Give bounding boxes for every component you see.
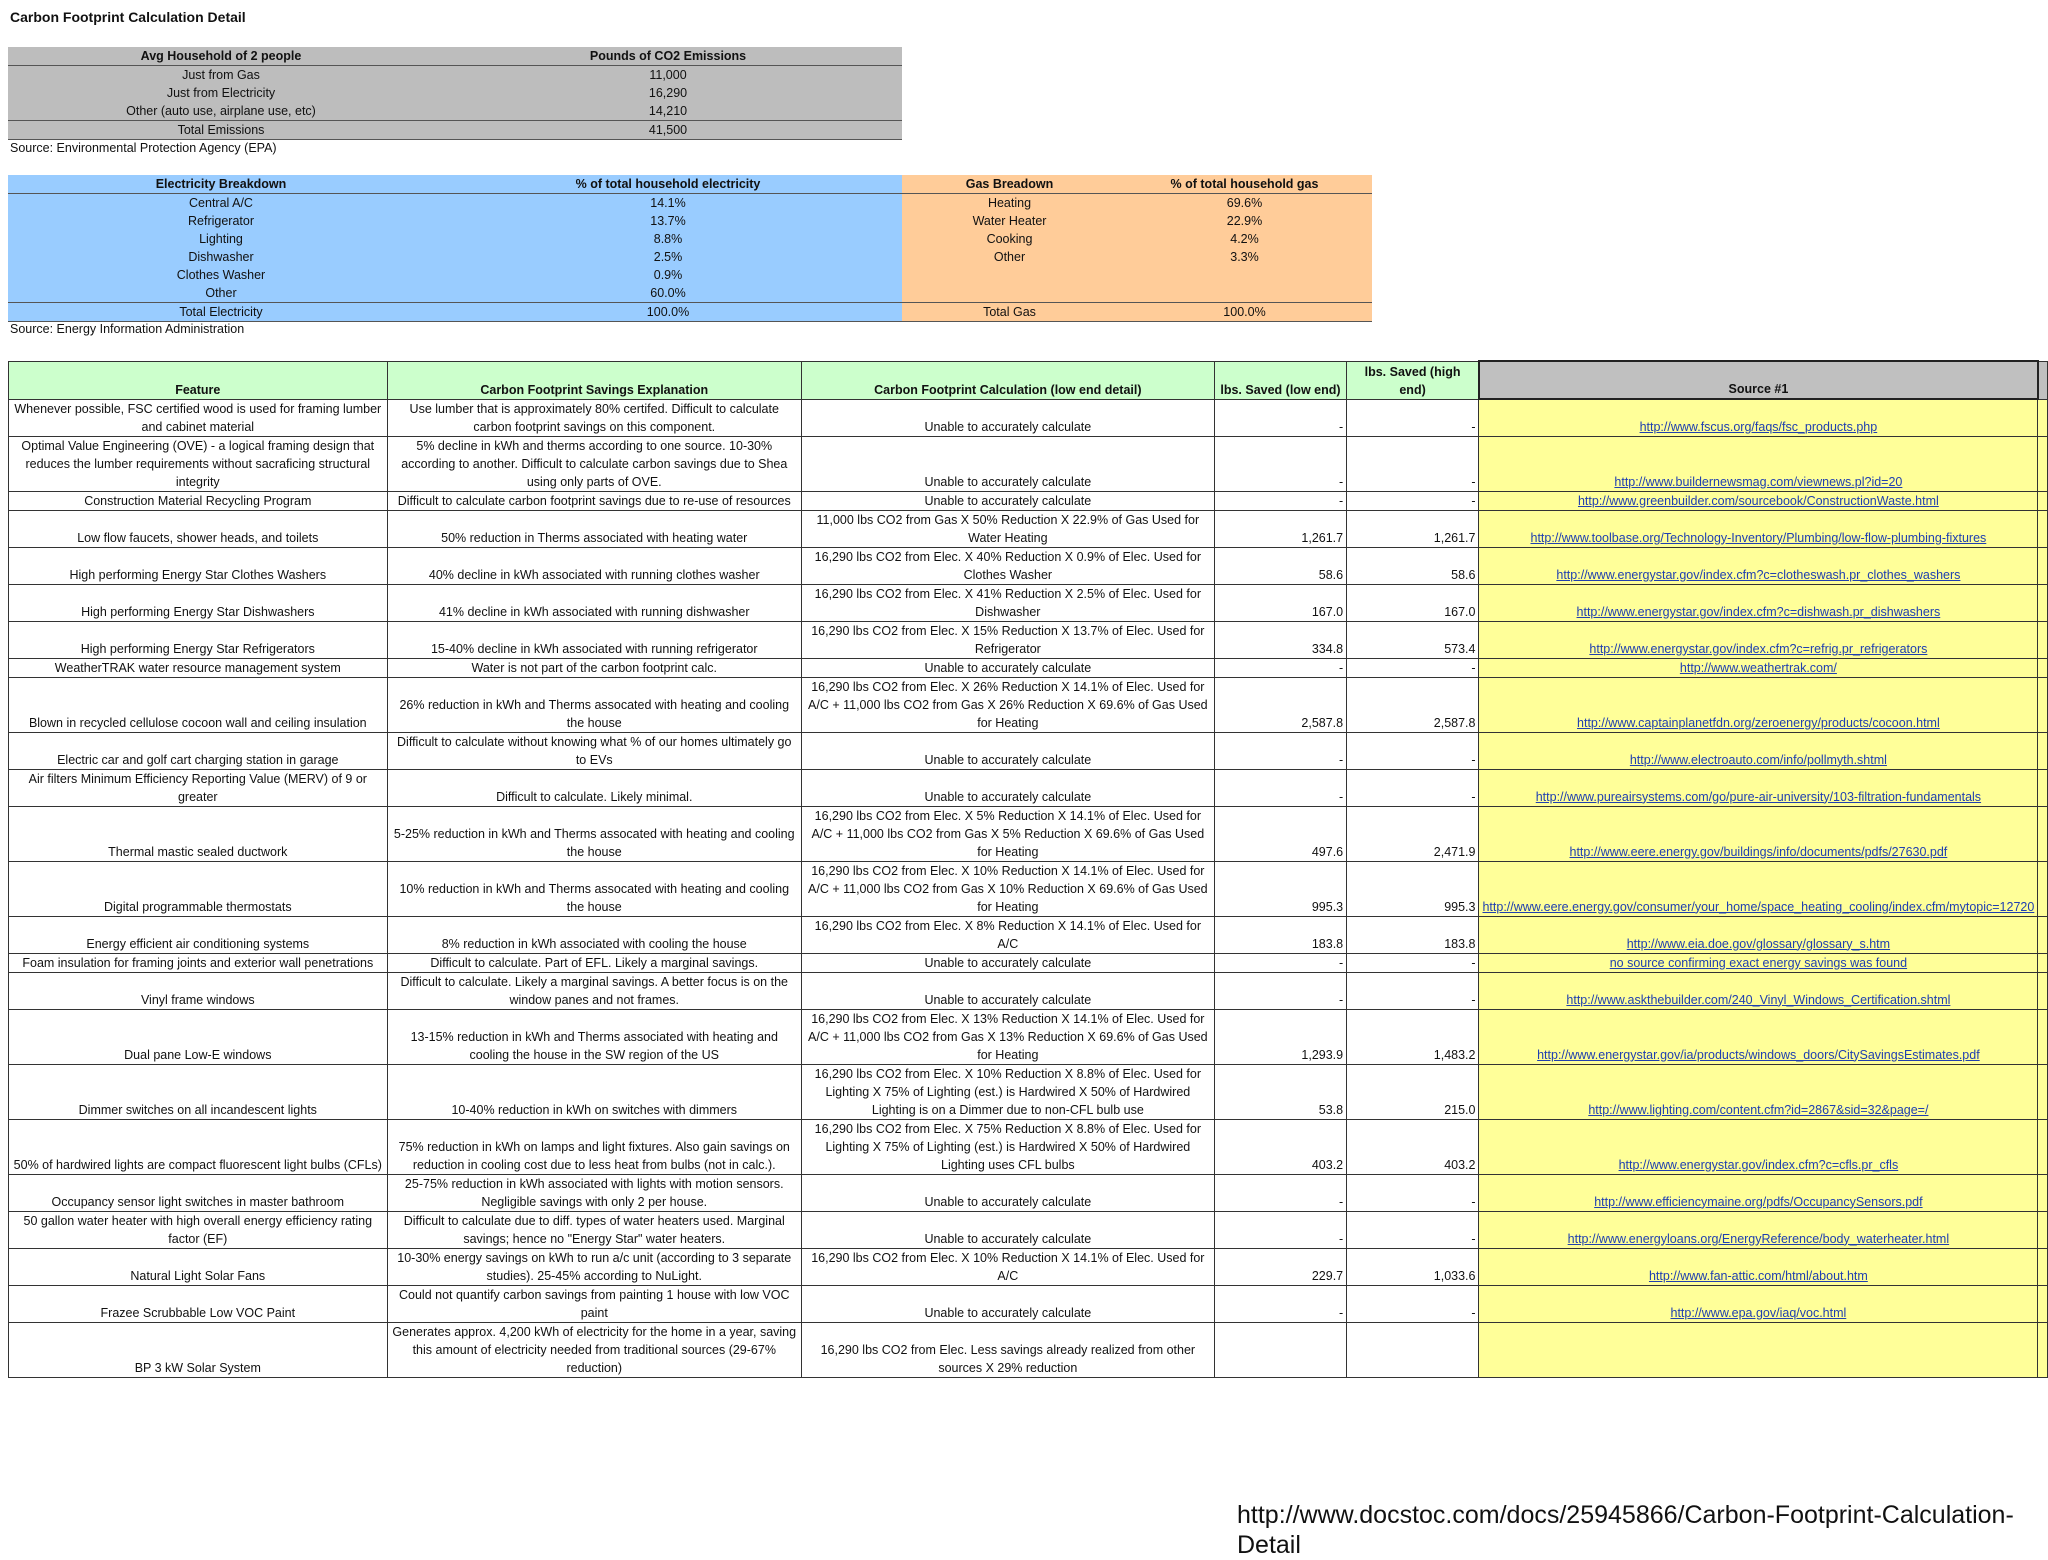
high-end-cell: 2,471.9 <box>1347 806 1479 861</box>
gas-item-value: 69.6% <box>1117 194 1372 213</box>
source-link-cell[interactable]: http://www.epa.gov/iaq/voc.html <box>1479 1285 2038 1322</box>
column-edge <box>2038 916 2048 953</box>
column-edge <box>2038 1211 2048 1248</box>
source-link-cell[interactable]: http://www.energystar.gov/index.cfm?c=refrig.pr_refrigerators <box>1479 621 2038 658</box>
feature-cell: WeatherTRAK water resource management system <box>9 658 388 677</box>
calculation-cell: Unable to accurately calculate <box>801 732 1214 769</box>
calculation-cell: 16,290 lbs CO2 from Elec. X 41% Reduction X 2.5% of Elec. Used for Dishwasher <box>801 584 1214 621</box>
feature-row <box>9 916 2048 953</box>
explanation-cell: 10-30% energy savings on kWh to run a/c unit (according to 3 separate studies). 25-45% according to NuLight. <box>387 1248 801 1285</box>
feature-row <box>9 732 2048 769</box>
source-link-cell[interactable]: http://www.energystar.gov/ia/products/windows_doors/CitySavingsEstimates.pdf <box>1479 1009 2038 1064</box>
source-link-cell[interactable]: http://www.energystar.gov/index.cfm?c=cfls.pr_cfls <box>1479 1119 2038 1174</box>
high-end-cell: - <box>1347 658 1479 677</box>
calculation-cell: 16,290 lbs CO2 from Elec. X 10% Reduction X 14.1% of Elec. Used for A/C + 11,000 lbs CO2 from Gas X 10% Reduction X 69.6% of Gas Used for Heating <box>801 861 1214 916</box>
high-end-cell: 573.4 <box>1347 621 1479 658</box>
feature-cell: Dual pane Low-E windows <box>9 1009 388 1064</box>
low-end-cell: 995.3 <box>1214 861 1346 916</box>
household-header-row <box>8 47 902 66</box>
source-link-cell: no source confirming exact energy savings was found <box>1479 953 2038 972</box>
breakdown-total-row <box>8 303 1372 322</box>
feature-cell: Occupancy sensor light switches in master bathroom <box>9 1174 388 1211</box>
explanation-cell: 10% reduction in kWh and Therms assocated with heating and cooling the house <box>387 861 801 916</box>
high-end-cell: 58.6 <box>1347 547 1479 584</box>
source-link-cell[interactable]: http://www.eere.energy.gov/consumer/your_home/space_heating_cooling/index.cfm/mytopic=12720 <box>1479 861 2038 916</box>
feature-row <box>9 806 2048 861</box>
feature-cell: High performing Energy Star Refrigerators <box>9 621 388 658</box>
household-header-label: Avg Household of 2 people <box>8 47 434 66</box>
explanation-cell: 8% reduction in kWh associated with cooling the house <box>387 916 801 953</box>
high-end-cell: 2,587.8 <box>1347 677 1479 732</box>
explanation-cell: Difficult to calculate without knowing what % of our homes ultimately go to EVs <box>387 732 801 769</box>
feature-cell: High performing Energy Star Clothes Washers <box>9 547 388 584</box>
explanation-cell: Difficult to calculate carbon footprint savings due to re-use of resources <box>387 491 801 510</box>
column-edge <box>2038 1322 2048 1377</box>
source-link-cell[interactable]: http://www.pureairsystems.com/go/pure-air-university/103-filtration-fundamentals <box>1479 769 2038 806</box>
source-link-cell[interactable]: http://www.fscus.org/faqs/fsc_products.php <box>1479 399 2038 436</box>
breakdown-row <box>8 266 1372 284</box>
electricity-item-value: 14.1% <box>434 194 902 213</box>
column-edge <box>2038 1285 2048 1322</box>
column-edge <box>2038 621 2048 658</box>
explanation-cell: 10-40% reduction in kWh on switches with dimmers <box>387 1064 801 1119</box>
feature-row <box>9 1174 2048 1211</box>
feature-row <box>9 436 2048 491</box>
low-end-header: lbs. Saved (low end) <box>1214 361 1346 399</box>
source-link-cell[interactable]: http://www.energystar.gov/index.cfm?c=dishwash.pr_dishwashers <box>1479 584 2038 621</box>
column-edge <box>2038 1248 2048 1285</box>
feature-cell: 50% of hardwired lights are compact fluorescent light bulbs (CFLs) <box>9 1119 388 1174</box>
household-row-label: Just from Electricity <box>8 84 434 102</box>
source-link-cell[interactable]: http://www.captainplanetfdn.org/zeroenergy/products/cocoon.html <box>1479 677 2038 732</box>
calculation-cell: Unable to accurately calculate <box>801 491 1214 510</box>
calculation-cell: 11,000 lbs CO2 from Gas X 50% Reduction X 22.9% of Gas Used for Water Heating <box>801 510 1214 547</box>
calculation-cell: Unable to accurately calculate <box>801 972 1214 1009</box>
high-end-cell: 183.8 <box>1347 916 1479 953</box>
column-edge <box>2038 677 2048 732</box>
explanation-cell: Generates approx. 4,200 kWh of electricity for the home in a year, saving this amount of electricity needed from traditional sources (29-67% reduction) <box>387 1322 801 1377</box>
gas-item-value <box>1117 284 1372 303</box>
electricity-item-value: 60.0% <box>434 284 902 303</box>
column-edge <box>2038 769 2048 806</box>
electricity-item-label: Dishwasher <box>8 248 434 266</box>
high-end-cell: - <box>1347 399 1479 436</box>
column-edge <box>2038 399 2048 436</box>
calculation-cell: 16,290 lbs CO2 from Elec. X 13% Reduction X 14.1% of Elec. Used for A/C + 11,000 lbs CO2 from Gas X 13% Reduction X 69.6% of Gas Used for Heating <box>801 1009 1214 1064</box>
gas-item-label: Cooking <box>902 230 1117 248</box>
source-link-cell[interactable]: http://www.energyloans.org/EnergyReference/body_waterheater.html <box>1479 1211 2038 1248</box>
high-end-cell: - <box>1347 436 1479 491</box>
feature-row <box>9 1285 2048 1322</box>
low-end-cell: 1,293.9 <box>1214 1009 1346 1064</box>
household-row <box>8 66 902 85</box>
source-link-cell[interactable]: http://www.lighting.com/content.cfm?id=2867&sid=32&page=/ <box>1479 1064 2038 1119</box>
explanation-cell: 13-15% reduction in kWh and Therms associated with heating and cooling the house in the SW region of the US <box>387 1009 801 1064</box>
source-link-cell <box>1479 1322 2038 1377</box>
explanation-cell: 26% reduction in kWh and Therms assocated with heating and cooling the house <box>387 677 801 732</box>
feature-cell: BP 3 kW Solar System <box>9 1322 388 1377</box>
column-edge <box>2038 1009 2048 1064</box>
low-end-cell: 53.8 <box>1214 1064 1346 1119</box>
source-link-cell[interactable]: http://www.efficiencymaine.org/pdfs/OccupancySensors.pdf <box>1479 1174 2038 1211</box>
calculation-cell: 16,290 lbs CO2 from Elec. X 5% Reduction X 14.1% of Elec. Used for A/C + 11,000 lbs CO2 from Gas X 5% Reduction X 69.6% of Gas Used for Heating <box>801 806 1214 861</box>
explanation-cell: Water is not part of the carbon footprint calc. <box>387 658 801 677</box>
low-end-cell: - <box>1214 953 1346 972</box>
source-link-cell[interactable]: http://www.buildernewsmag.com/viewnews.pl?id=20 <box>1479 436 2038 491</box>
feature-cell: Foam insulation for framing joints and exterior wall penetrations <box>9 953 388 972</box>
feature-row <box>9 510 2048 547</box>
feature-cell: Air filters Minimum Efficiency Reporting Value (MERV) of 9 or greater <box>9 769 388 806</box>
feature-cell: Energy efficient air conditioning systems <box>9 916 388 953</box>
gas-item-value: 22.9% <box>1117 212 1372 230</box>
high-end-cell: 403.2 <box>1347 1119 1479 1174</box>
household-header-value: Pounds of CO2 Emissions <box>434 47 902 66</box>
breakdown-row <box>8 284 1372 303</box>
eia-source-note: Source: Energy Information Administration <box>10 322 245 336</box>
feature-header: Feature <box>9 361 388 399</box>
high-end-cell: 1,261.7 <box>1347 510 1479 547</box>
feature-row <box>9 677 2048 732</box>
explanation-cell: Difficult to calculate. Likely a marginal savings. A better focus is on the window panes and not frames. <box>387 972 801 1009</box>
explanation-cell: 5-25% reduction in kWh and Therms assocated with heating and cooling the house <box>387 806 801 861</box>
gas-item-label <box>902 284 1117 303</box>
column-edge <box>2038 547 2048 584</box>
feature-row <box>9 953 2048 972</box>
high-end-cell: - <box>1347 769 1479 806</box>
feature-row <box>9 491 2048 510</box>
column-edge <box>2038 1119 2048 1174</box>
explanation-cell: 41% decline in kWh associated with running dishwasher <box>387 584 801 621</box>
low-end-cell: - <box>1214 658 1346 677</box>
high-end-cell: - <box>1347 1174 1479 1211</box>
feature-cell: Electric car and golf cart charging station in garage <box>9 732 388 769</box>
household-row-value: 11,000 <box>434 66 902 85</box>
source-link-cell[interactable]: http://www.toolbase.org/Technology-Inventory/Plumbing/low-flow-plumbing-fixtures <box>1479 510 2038 547</box>
low-end-cell: 2,587.8 <box>1214 677 1346 732</box>
high-end-cell: 1,033.6 <box>1347 1248 1479 1285</box>
breakdown-row <box>8 230 1372 248</box>
calculation-cell: 16,290 lbs CO2 from Elec. Less savings already realized from other sources X 29% reduction <box>801 1322 1214 1377</box>
epa-source-note: Source: Environmental Protection Agency (EPA) <box>10 141 277 155</box>
calculation-cell: Unable to accurately calculate <box>801 436 1214 491</box>
feature-row <box>9 621 2048 658</box>
gas-header-label: Gas Breadown <box>902 175 1117 194</box>
column-edge <box>2038 491 2048 510</box>
feature-cell: High performing Energy Star Dishwashers <box>9 584 388 621</box>
column-edge <box>2038 861 2048 916</box>
gas-item-value: 3.3% <box>1117 248 1372 266</box>
gas-total-label: Total Gas <box>902 303 1117 322</box>
breakdown-header-row <box>8 175 1372 194</box>
electricity-item-value: 13.7% <box>434 212 902 230</box>
high-end-cell: 1,483.2 <box>1347 1009 1479 1064</box>
household-row-label: Other (auto use, airplane use, etc) <box>8 102 434 121</box>
calculation-cell: Unable to accurately calculate <box>801 769 1214 806</box>
feature-row <box>9 1248 2048 1285</box>
feature-row <box>9 972 2048 1009</box>
high-end-cell: 215.0 <box>1347 1064 1479 1119</box>
feature-cell: Frazee Scrubbable Low VOC Paint <box>9 1285 388 1322</box>
feature-row <box>9 1064 2048 1119</box>
low-end-cell: - <box>1214 399 1346 436</box>
electricity-item-value: 0.9% <box>434 266 902 284</box>
household-row-label: Just from Gas <box>8 66 434 85</box>
calculation-cell: Unable to accurately calculate <box>801 658 1214 677</box>
high-end-cell: - <box>1347 732 1479 769</box>
explanation-cell: 40% decline in kWh associated with running clothes washer <box>387 547 801 584</box>
explanation-cell: Difficult to calculate. Part of EFL. Likely a marginal savings. <box>387 953 801 972</box>
low-end-cell: 1,261.7 <box>1214 510 1346 547</box>
breakdown-row <box>8 248 1372 266</box>
explanation-cell: Could not quantify carbon savings from painting 1 house with low VOC paint <box>387 1285 801 1322</box>
explanation-cell: 75% reduction in kWh on lamps and light fixtures. Also gain savings on reduction in cooling cost due to less heat from bulbs (not in calc.). <box>387 1119 801 1174</box>
source-link-cell[interactable]: http://www.greenbuilder.com/sourcebook/ConstructionWaste.html <box>1479 491 2038 510</box>
feature-row <box>9 658 2048 677</box>
feature-cell: Thermal mastic sealed ductwork <box>9 806 388 861</box>
calculation-header: Carbon Footprint Calculation (low end detail) <box>801 361 1214 399</box>
low-end-cell: - <box>1214 1285 1346 1322</box>
electricity-header-value: % of total household electricity <box>434 175 902 194</box>
low-end-cell <box>1214 1322 1346 1377</box>
column-edge <box>2038 658 2048 677</box>
feature-row <box>9 1211 2048 1248</box>
explanation-cell: Difficult to calculate due to diff. types of water heaters used. Marginal savings; hence no "Energy Star" water heaters. <box>387 1211 801 1248</box>
explanation-cell: 15-40% decline in kWh associated with running refrigerator <box>387 621 801 658</box>
electricity-item-label: Lighting <box>8 230 434 248</box>
electricity-item-label: Clothes Washer <box>8 266 434 284</box>
calculation-cell: Unable to accurately calculate <box>801 953 1214 972</box>
column-edge <box>2038 584 2048 621</box>
high-end-cell: 167.0 <box>1347 584 1479 621</box>
source-link-cell[interactable]: http://www.askthebuilder.com/240_Vinyl_Windows_Certification.shtml <box>1479 972 2038 1009</box>
source-link-cell[interactable]: http://www.fan-attic.com/html/about.htm <box>1479 1248 2038 1285</box>
feature-cell: Digital programmable thermostats <box>9 861 388 916</box>
household-row-value: 14,210 <box>434 102 902 121</box>
household-total-value: 41,500 <box>434 121 902 140</box>
high-end-cell <box>1347 1322 1479 1377</box>
page-title: Carbon Footprint Calculation Detail <box>10 9 246 25</box>
high-end-cell: - <box>1347 1211 1479 1248</box>
source-link-cell[interactable]: http://www.eere.energy.gov/buildings/info/documents/pdfs/27630.pdf <box>1479 806 2038 861</box>
calculation-cell: 16,290 lbs CO2 from Elec. X 40% Reduction X 0.9% of Elec. Used for Clothes Washer <box>801 547 1214 584</box>
low-end-cell: 167.0 <box>1214 584 1346 621</box>
calculation-cell: Unable to accurately calculate <box>801 399 1214 436</box>
low-end-cell: - <box>1214 732 1346 769</box>
explanation-cell: 5% decline in kWh and therms according to one source. 10-30% according to another. Difficult to calculate carbon savings due to Shea using only parts of OVE. <box>387 436 801 491</box>
high-end-header: lbs. Saved (high end) <box>1347 361 1479 399</box>
feature-row <box>9 584 2048 621</box>
household-emissions-table <box>8 47 902 140</box>
low-end-cell: 58.6 <box>1214 547 1346 584</box>
electricity-item-label: Central A/C <box>8 194 434 213</box>
calculation-cell: 16,290 lbs CO2 from Elec. X 10% Reduction X 8.8% of Elec. Used for Lighting X 75% of Lighting (est.) is Hardwired X 50% of Hardwired Lighting is on a Dimmer due to non-CFL bulb use <box>801 1064 1214 1119</box>
feature-cell: Low flow faucets, shower heads, and toilets <box>9 510 388 547</box>
source-link-cell[interactable]: http://www.electroauto.com/info/pollmyth.shtml <box>1479 732 2038 769</box>
feature-cell: Dimmer switches on all incandescent lights <box>9 1064 388 1119</box>
column-edge <box>2038 1174 2048 1211</box>
household-row-value: 16,290 <box>434 84 902 102</box>
low-end-cell: - <box>1214 972 1346 1009</box>
column-edge <box>2038 732 2048 769</box>
feature-cell: Construction Material Recycling Program <box>9 491 388 510</box>
feature-cell: Natural Light Solar Fans <box>9 1248 388 1285</box>
column-edge <box>2038 806 2048 861</box>
gas-item-label: Water Heater <box>902 212 1117 230</box>
calculation-cell: Unable to accurately calculate <box>801 1174 1214 1211</box>
column-edge <box>2038 953 2048 972</box>
feature-cell: 50 gallon water heater with high overall energy efficiency rating factor (EF) <box>9 1211 388 1248</box>
source-link-cell[interactable]: http://www.energystar.gov/index.cfm?c=clotheswash.pr_clothes_washers <box>1479 547 2038 584</box>
high-end-cell: 995.3 <box>1347 861 1479 916</box>
gas-total-value: 100.0% <box>1117 303 1372 322</box>
low-end-cell: - <box>1214 436 1346 491</box>
explanation-header: Carbon Footprint Savings Explanation <box>387 361 801 399</box>
low-end-cell: - <box>1214 769 1346 806</box>
explanation-cell: 25-75% reduction in kWh associated with lights with motion sensors. Negligible savings with only 2 per house. <box>387 1174 801 1211</box>
feature-row <box>9 1119 2048 1174</box>
feature-header-row <box>9 361 2048 399</box>
column-edge <box>2038 1064 2048 1119</box>
calculation-cell: 16,290 lbs CO2 from Elec. X 75% Reduction X 8.8% of Elec. Used for Lighting X 75% of Lighting (est.) is Hardwired X 50% of Hardwired Lighting uses CFL bulbs <box>801 1119 1214 1174</box>
gas-item-label <box>902 266 1117 284</box>
feature-cell: Whenever possible, FSC certified wood is used for framing lumber and cabinet material <box>9 399 388 436</box>
column-edge <box>2038 361 2048 399</box>
feature-row <box>9 1322 2048 1377</box>
feature-row <box>9 399 2048 436</box>
household-total-label: Total Emissions <box>8 121 434 140</box>
gas-item-label: Heating <box>902 194 1117 213</box>
household-total-row <box>8 121 902 140</box>
feature-cell: Vinyl frame windows <box>9 972 388 1009</box>
electricity-item-label: Other <box>8 284 434 303</box>
electricity-item-value: 8.8% <box>434 230 902 248</box>
high-end-cell: - <box>1347 491 1479 510</box>
column-edge <box>2038 972 2048 1009</box>
footer-url[interactable]: http://www.docstoc.com/docs/25945866/Carbon-Footprint-Calculation-Detail <box>1233 1500 2048 1560</box>
low-end-cell: 334.8 <box>1214 621 1346 658</box>
low-end-cell: 229.7 <box>1214 1248 1346 1285</box>
electricity-total-label: Total Electricity <box>8 303 434 322</box>
low-end-cell: - <box>1214 491 1346 510</box>
electricity-total-value: 100.0% <box>434 303 902 322</box>
column-edge <box>2038 436 2048 491</box>
feature-cell: Optimal Value Engineering (OVE) - a logical framing design that reduces the lumber requirements without sacraficing structural integrity <box>9 436 388 491</box>
calculation-cell: Unable to accurately calculate <box>801 1211 1214 1248</box>
source-link-cell[interactable]: http://www.weathertrak.com/ <box>1479 658 2038 677</box>
breakdown-row <box>8 194 1372 213</box>
low-end-cell: - <box>1214 1211 1346 1248</box>
electricity-item-value: 2.5% <box>434 248 902 266</box>
gas-item-value: 4.2% <box>1117 230 1372 248</box>
high-end-cell: - <box>1347 953 1479 972</box>
gas-header-value: % of total household gas <box>1117 175 1372 194</box>
electricity-item-label: Refrigerator <box>8 212 434 230</box>
low-end-cell: - <box>1214 1174 1346 1211</box>
feature-row <box>9 861 2048 916</box>
column-edge <box>2038 510 2048 547</box>
feature-row <box>9 1009 2048 1064</box>
feature-row <box>9 769 2048 806</box>
gas-item-value <box>1117 266 1372 284</box>
explanation-cell: 50% reduction in Therms associated with heating water <box>387 510 801 547</box>
low-end-cell: 403.2 <box>1214 1119 1346 1174</box>
high-end-cell: - <box>1347 972 1479 1009</box>
feature-savings-table <box>8 360 2048 1378</box>
low-end-cell: 497.6 <box>1214 806 1346 861</box>
household-row <box>8 102 902 121</box>
feature-row <box>9 547 2048 584</box>
high-end-cell: - <box>1347 1285 1479 1322</box>
household-row <box>8 84 902 102</box>
gas-item-label: Other <box>902 248 1117 266</box>
calculation-cell: 16,290 lbs CO2 from Elec. X 26% Reduction X 14.1% of Elec. Used for A/C + 11,000 lbs CO2 from Gas X 26% Reduction X 69.6% of Gas Used for Heating <box>801 677 1214 732</box>
feature-cell: Blown in recycled cellulose cocoon wall and ceiling insulation <box>9 677 388 732</box>
source-header: Source #1 <box>1479 361 2038 399</box>
calculation-cell: 16,290 lbs CO2 from Elec. X 15% Reduction X 13.7% of Elec. Used for Refrigerator <box>801 621 1214 658</box>
energy-breakdown-table <box>8 175 1372 322</box>
explanation-cell: Difficult to calculate. Likely minimal. <box>387 769 801 806</box>
calculation-cell: 16,290 lbs CO2 from Elec. X 8% Reduction X 14.1% of Elec. Used for A/C <box>801 916 1214 953</box>
low-end-cell: 183.8 <box>1214 916 1346 953</box>
calculation-cell: 16,290 lbs CO2 from Elec. X 10% Reduction X 14.1% of Elec. Used for A/C <box>801 1248 1214 1285</box>
explanation-cell: Use lumber that is approximately 80% certifed. Difficult to calculate carbon footprint savings on this component. <box>387 399 801 436</box>
calculation-cell: Unable to accurately calculate <box>801 1285 1214 1322</box>
electricity-header-label: Electricity Breakdown <box>8 175 434 194</box>
breakdown-row <box>8 212 1372 230</box>
source-link-cell[interactable]: http://www.eia.doe.gov/glossary/glossary_s.htm <box>1479 916 2038 953</box>
